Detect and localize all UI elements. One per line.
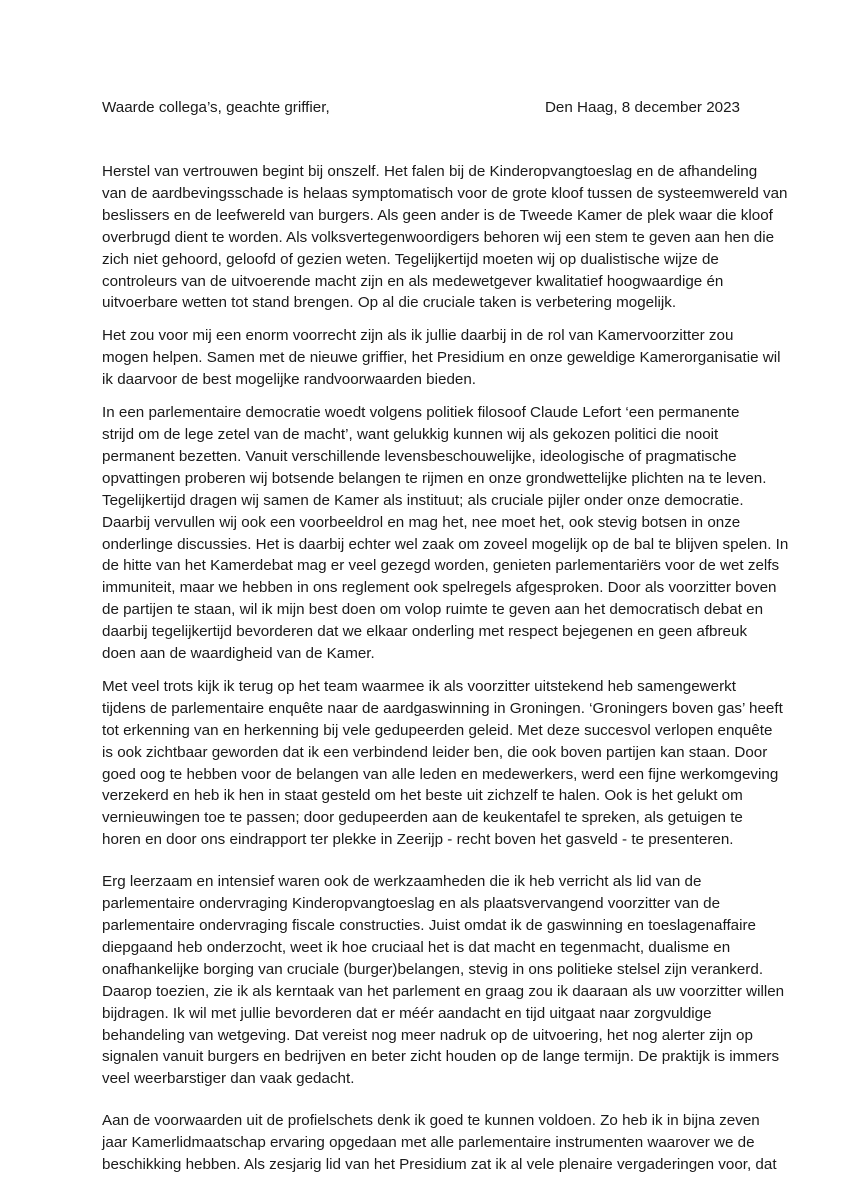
text-line: Het zou voor mij een enorm voorrecht zijn als ik jullie daarbij in de rol van Kamervoorzitter zou: [102, 327, 734, 345]
text-line: Met veel trots kijk ik terug op het team waarmee ik als voorzitter uitstekend heb samengewerkt: [102, 677, 736, 695]
paragraph-enquete: [102, 676, 783, 851]
text-line: uitvoerbare wetten tot stand brengen. Op al die cruciale taken is verbetering mogelijk.: [102, 294, 677, 312]
text-line: tot erkenning van en herkenning bij vele gedupeerden geleid. Met deze succesvol verlopen enquête: [102, 721, 773, 739]
text-line: Daarop toezien, zie ik als kerntaak van het parlement en graag zou ik daaraan als uw voorzitter willen: [102, 982, 785, 1000]
paragraph-democracy: [102, 402, 789, 665]
text-line: de hitte van het Kamerdebat mag er veel gezegd worden, genieten parlementariërs voor de wet zelfs: [102, 557, 780, 575]
text-line: signalen vanuit burgers en bedrijven en beter zicht houden op de lange termijn. De praktijk is immers: [102, 1048, 780, 1066]
text-line: tijdens de parlementaire enquête naar de aardgaswinning in Groningen. ‘Groningers boven gas’ heeft: [102, 699, 783, 717]
text-line: Erg leerzaam en intensief waren ook de werkzaamheden die ik heb verricht als lid van de: [102, 873, 702, 891]
text-line: verzekerd en heb ik hen in staat gesteld om het beste uit zichzelf te halen. Ook is het gelukt om: [102, 787, 743, 805]
text-line: immuniteit, maar we hebben in ons reglement ook spelregels afgesproken. Door als voorzitter boven: [102, 579, 777, 597]
place-date: Den Haag, 8 december 2023: [544, 99, 740, 116]
text-line: beslissers en de leefwereld van burgers. Als geen ander is de Tweede Kamer de plek waar die kloof: [102, 206, 773, 224]
text-line: parlementaire ondervraging fiscale constructies. Juist omdat ik de gaswinning en toeslagenaffaire: [102, 917, 756, 934]
text-line: diepgaand heb onderzocht, weet ik hoe cruciaal het is dat macht en tegenmacht, dualisme en: [102, 938, 731, 956]
paragraph-role: [102, 325, 781, 391]
letter-body: [102, 161, 789, 1187]
text-line: ik daarvoor de best mogelijke randvoorwaarden bieden.: [102, 371, 477, 389]
text-line: In een parlementaire democratie woedt volgens politiek filosoof Claude Lefort ‘een permanente: [102, 404, 740, 422]
text-line: is ook zichtbaar geworden dat ik een verbindend leider ben, die ook boven partijen kan staan. Door: [102, 743, 768, 761]
text-line: permanent bezetten. Vanuit verschillende levensbeschouwelijke, ideologische of pragmatische: [102, 447, 737, 465]
text-line: onderlinge discussies. Het is daarbij echter wel zaak om zoveel mogelijk op de bal te blijven spelen. In: [102, 535, 789, 553]
text-line: parlementaire ondervraging Kinderopvangtoeslag en als plaatsvervangend voorzitter van de: [102, 895, 721, 913]
text-line: strijd om de lege zetel van de macht’, want gelukkig kunnen wij als gekozen politici die nooit: [102, 425, 719, 443]
text-line: Daarbij vervullen wij ook een voorbeeldrol en mag het, nee moet het, ook stevig botsen in onze: [102, 513, 741, 531]
salutation: Waarde collega’s, geachte griffier,: [102, 99, 330, 116]
text-line: overbrugd dient te worden. Als volksvertegenwoordigers behoren wij een stem te geven aan hen die: [102, 228, 775, 246]
text-line: veel weerbarstiger dan vaak gedacht.: [102, 1070, 355, 1088]
text-line: de partijen te staan, wil ik mijn best doen om volop ruimte te geven aan het democratisch debat en: [102, 601, 764, 619]
text-line: bijdragen. Ik wil met jullie bevorderen dat er méér aandacht en tijd uitgaat naar zorgvuldige: [102, 1004, 712, 1022]
letter-header: [102, 97, 740, 119]
text-line: daarbij tegelijkertijd bevorderen dat we elkaar onderling met respect bejegenen en geen afbreuk: [102, 623, 748, 641]
paragraph-profile: [102, 1110, 777, 1176]
text-line: horen en door ons eindrapport ter plekke in Zeerijp - recht boven het gasveld - te presenteren.: [102, 831, 734, 849]
text-line: goed oog te hebben voor de belangen van alle leden en medewerkers, werd een fijne werkomgeving: [102, 765, 779, 783]
text-line: zich niet gehoord, geloofd of gezien weten. Tegelijkertijd moeten wij op dualistische wijze de: [102, 250, 719, 268]
text-line: Tegelijkertijd dragen wij samen de Kamer als instituut; als cruciale pijler onder onze democratie.: [102, 491, 744, 509]
text-line: behandeling van wetgeving. Dat vereist nog meer nadruk op de uitvoering, het nog alerter zijn op: [102, 1026, 753, 1044]
text-line: mogen helpen. Samen met de nieuwe griffier, het Presidium en onze geweldige Kamerorganisatie wil: [102, 349, 781, 367]
text-line: beschikking hebben. Als zesjarig lid van het Presidium zat ik al vele plenaire vergaderingen voor, dat: [102, 1156, 777, 1174]
text-line: van de aardbevingsschade is helaas symptomatisch voor de grote kloof tussen de systeemwereld van: [102, 184, 788, 202]
text-line: doen aan de waardigheid van de Kamer.: [102, 645, 375, 663]
paragraph-ondervraging: [102, 871, 785, 1090]
text-line: controleurs van de uitvoerende macht zijn en als medewetgever kwalitatief hoogwaardige én: [102, 272, 724, 290]
text-line: opvattingen proberen wij botsende belangen te rijmen en onze grondwettelijke plichten na te leven.: [102, 469, 767, 487]
text-line: onafhankelijke borging van cruciale (burger)belangen, stevig in ons politieke stelsel zijn verankerd.: [102, 960, 764, 978]
text-line: vernieuwingen toe te passen; door gedupeerden aan de keukentafel te spreken, als getuigen te: [102, 809, 743, 827]
text-line: Aan de voorwaarden uit de profielschets denk ik goed te kunnen voldoen. Zo heb ik in bijna zeven: [102, 1112, 760, 1130]
text-line: Herstel van vertrouwen begint bij onszelf. Het falen bij de Kinderopvangtoeslag en de afhandeling: [102, 163, 758, 180]
text-line: jaar Kamerlidmaatschap ervaring opgedaan met alle parlementaire instrumenten waarover we de: [102, 1134, 755, 1152]
paragraph-trust: [102, 161, 788, 314]
